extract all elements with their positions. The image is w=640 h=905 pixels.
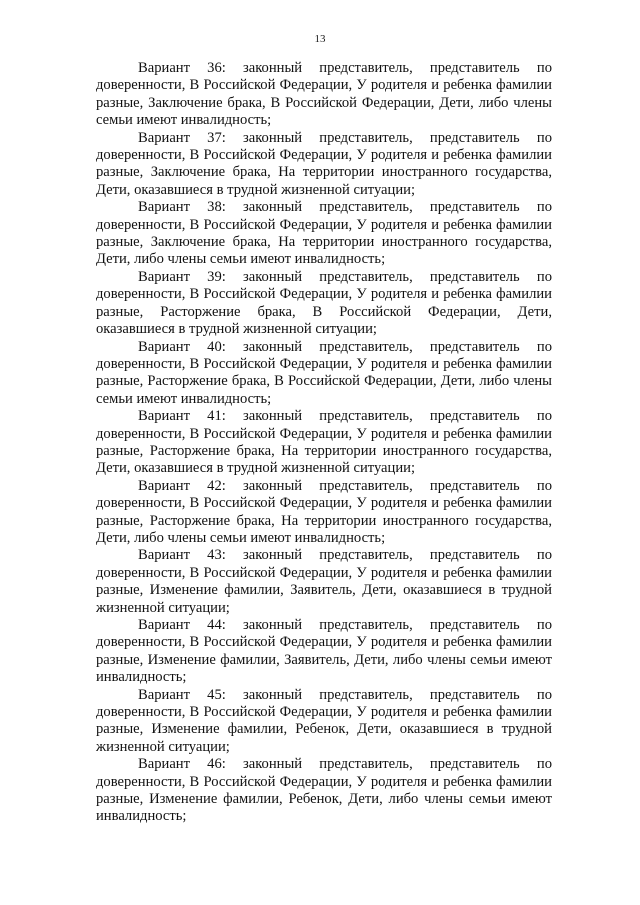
variant-paragraph-39: Вариант 39: законный представитель, представитель по доверенности, В Российской Федерации, У родителя и ребенка фамилии разные, Расторжение брака, В Российской Федерации, Дети, оказавшиеся в трудной жизненной ситуации; <box>96 268 552 338</box>
variant-paragraph-43: Вариант 43: законный представитель, представитель по доверенности, В Российской Федерации, У родителя и ребенка фамилии разные, Изменение фамилии, Заявитель, Дети, оказавшиеся в трудной жизненной ситуации; <box>96 547 552 616</box>
variant-paragraph-41: Вариант 41: законный представитель, представитель по доверенности, В Российской Федерации, У родителя и ребенка фамилии разные, Расторжение брака, На территории иностранного государства, Дети, оказавшиеся в трудной жизненной ситуации; <box>96 408 552 477</box>
variant-paragraph-37: Вариант 37: законный представитель, представитель по доверенности, В Российской Федерации, У родителя и ребенка фамилии разные, Заключение брака, На территории иностранного государства, Дети, оказавшиеся в трудной жизненной ситуации; <box>96 129 552 198</box>
variant-paragraph-36: Вариант 36: законный представитель, представитель по доверенности, В Российской Федерации, У родителя и ребенка фамилии разные, Заключение брака, В Российской Федерации, Дети, либо члены семьи имеют инвалидность; <box>96 60 552 129</box>
variant-paragraph-42: Вариант 42: законный представитель, представитель по доверенности, В Российской Федерации, У родителя и ребенка фамилии разные, Расторжение брака, На территории иностранного государства, Дети, либо члены семьи имеют инвалидность; <box>96 477 552 546</box>
document-body <box>96 60 552 826</box>
variant-paragraph-40: Вариант 40: законный представитель, представитель по доверенности, В Российской Федерации, У родителя и ребенка фамилии разные, Расторжение брака, В Российской Федерации, Дети, либо члены семьи имеют инвалидность; <box>96 338 552 407</box>
page-number: 13 <box>314 33 326 45</box>
variant-paragraph-45: Вариант 45: законный представитель, представитель по доверенности, В Российской Федерации, У родителя и ребенка фамилии разные, Изменение фамилии, Ребенок, Дети, оказавшиеся в трудной жизненной ситуации; <box>96 686 552 755</box>
variant-paragraph-44: Вариант 44: законный представитель, представитель по доверенности, В Российской Федерации, У родителя и ребенка фамилии разные, Изменение фамилии, Заявитель, Дети, либо члены семьи имеют инвалидность; <box>96 617 552 686</box>
variant-paragraph-38: Вариант 38: законный представитель, представитель по доверенности, В Российской Федерации, У родителя и ребенка фамилии разные, Заключение брака, На территории иностранного государства, Дети, либо члены семьи имеют инвалидность; <box>96 199 552 268</box>
variant-paragraph-46: Вариант 46: законный представитель, представитель по доверенности, В Российской Федерации, У родителя и ребенка фамилии разные, Изменение фамилии, Ребенок, Дети, либо члены семьи имеют инвалидность; <box>96 756 552 825</box>
